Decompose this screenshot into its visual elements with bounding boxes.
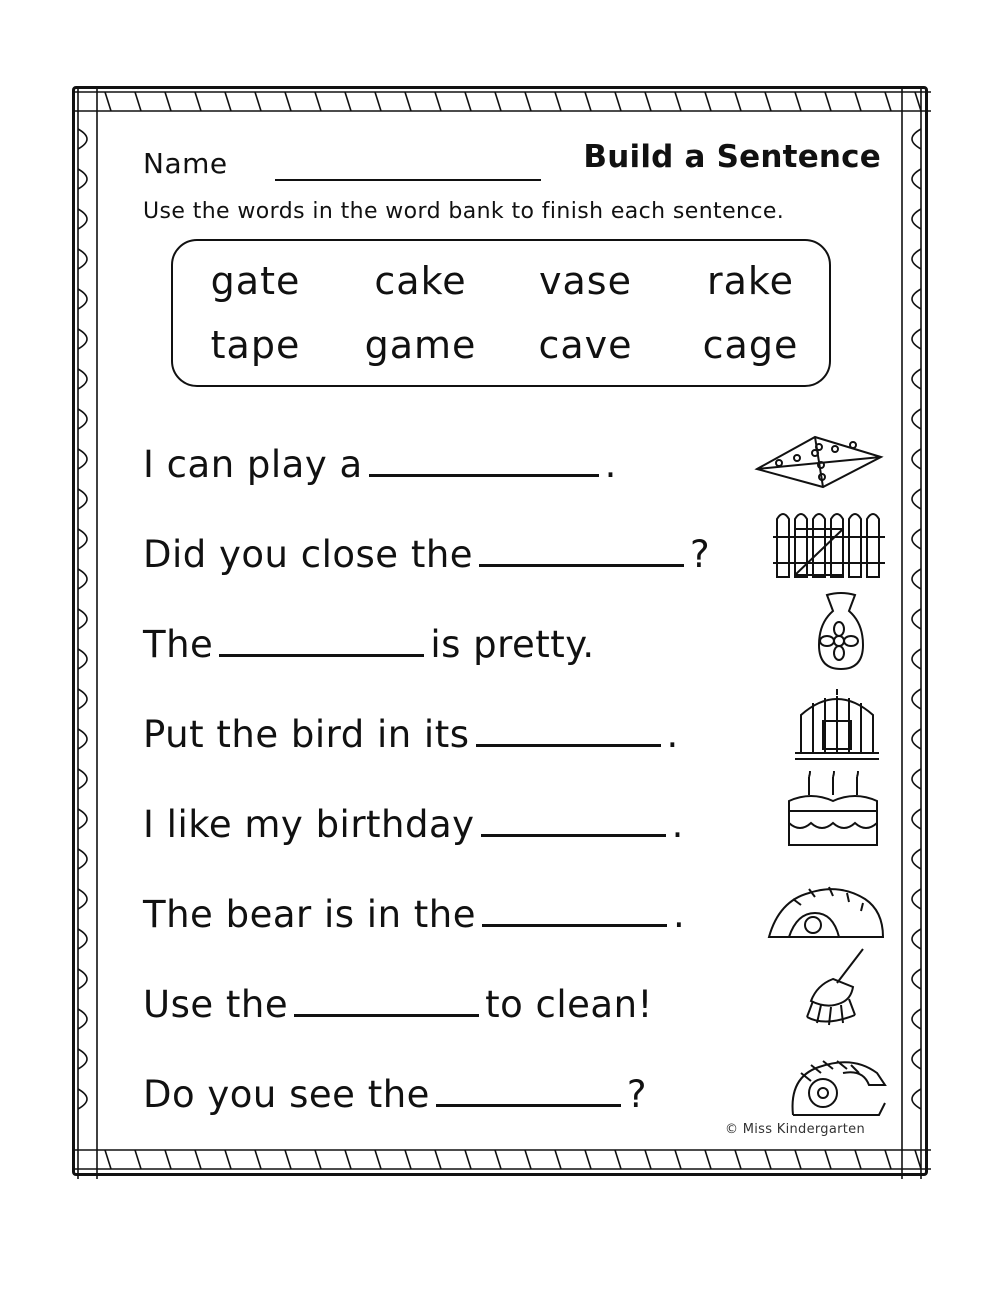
word-bank-word: gate [210, 259, 301, 303]
sentence-row [125, 409, 895, 499]
sentence-prefix: I can play a [143, 443, 363, 486]
sentence-suffix: . [666, 713, 679, 756]
word-bank-word: cave [538, 323, 633, 367]
gate-clipart [769, 499, 889, 585]
sentence-row [125, 1039, 895, 1129]
sentence-suffix: ? [690, 533, 711, 576]
word-bank-word: game [364, 323, 477, 367]
worksheet-content [105, 117, 901, 1151]
cave-clipart [763, 875, 889, 945]
cake-clipart [779, 771, 889, 855]
word-bank-word: vase [539, 259, 632, 303]
word-bank-word: tape [210, 323, 301, 367]
word-bank [171, 239, 831, 387]
sentence-text [143, 617, 595, 666]
tape-clipart [783, 1053, 889, 1125]
sentence-prefix: The [143, 623, 214, 666]
name-label: Name [143, 147, 228, 180]
sentence-suffix: . [604, 443, 617, 486]
frame-top-decoration [75, 89, 931, 115]
answer-blank[interactable] [219, 617, 424, 657]
sentence-suffix: . [671, 803, 684, 846]
answer-blank[interactable] [479, 527, 684, 567]
answer-blank[interactable] [481, 797, 666, 837]
answer-blank[interactable] [294, 977, 479, 1017]
sentence-row [125, 769, 895, 859]
sentence-text [143, 527, 711, 576]
word-bank-word: cage [702, 323, 799, 367]
sentence-suffix: is pretty. [430, 623, 595, 666]
kite-clipart [749, 425, 889, 495]
sentence-prefix: Do you see the [143, 1073, 430, 1116]
instructions-text: Use the words in the word bank to finish each sentence. [143, 199, 785, 224]
sentence-list [125, 409, 895, 1129]
answer-blank[interactable] [476, 707, 661, 747]
answer-blank[interactable] [369, 437, 599, 477]
birdcage-clipart [785, 685, 889, 765]
sentence-prefix: I like my birthday [143, 803, 475, 846]
sentence-row [125, 499, 895, 589]
answer-blank[interactable] [482, 887, 667, 927]
frame-left-decoration [75, 89, 101, 1179]
sentence-prefix: The bear is in the [143, 893, 477, 936]
sentence-suffix: . [673, 893, 686, 936]
frame-right-decoration [899, 89, 925, 1179]
name-write-line[interactable] [275, 179, 541, 181]
worksheet-page [72, 86, 928, 1176]
sentence-text [143, 887, 686, 936]
sentence-prefix: Put the bird in its [143, 713, 470, 756]
sentence-text [143, 977, 653, 1026]
answer-blank[interactable] [436, 1067, 621, 1107]
sentence-suffix: to clean! [485, 983, 653, 1026]
vase-clipart [793, 589, 889, 675]
sentence-row [125, 949, 895, 1039]
sentence-text [143, 1067, 648, 1116]
sentence-text [143, 707, 679, 756]
worksheet-header [125, 135, 885, 193]
sentence-text [143, 437, 617, 486]
sentence-text [143, 797, 684, 846]
word-bank-row-2 [173, 323, 833, 367]
credit-text: © Miss Kindergarten [725, 1122, 865, 1137]
sentence-suffix: ? [626, 1073, 648, 1116]
rake-clipart [793, 945, 889, 1035]
sentence-row [125, 859, 895, 949]
word-bank-word: cake [374, 259, 467, 303]
sentence-row [125, 679, 895, 769]
word-bank-word: rake [707, 259, 794, 303]
sentence-prefix: Use the [143, 983, 289, 1026]
sentence-prefix: Did you close the [143, 533, 474, 576]
word-bank-row-1 [173, 259, 833, 303]
sentence-row [125, 589, 895, 679]
page-title: Build a Sentence [583, 139, 881, 175]
